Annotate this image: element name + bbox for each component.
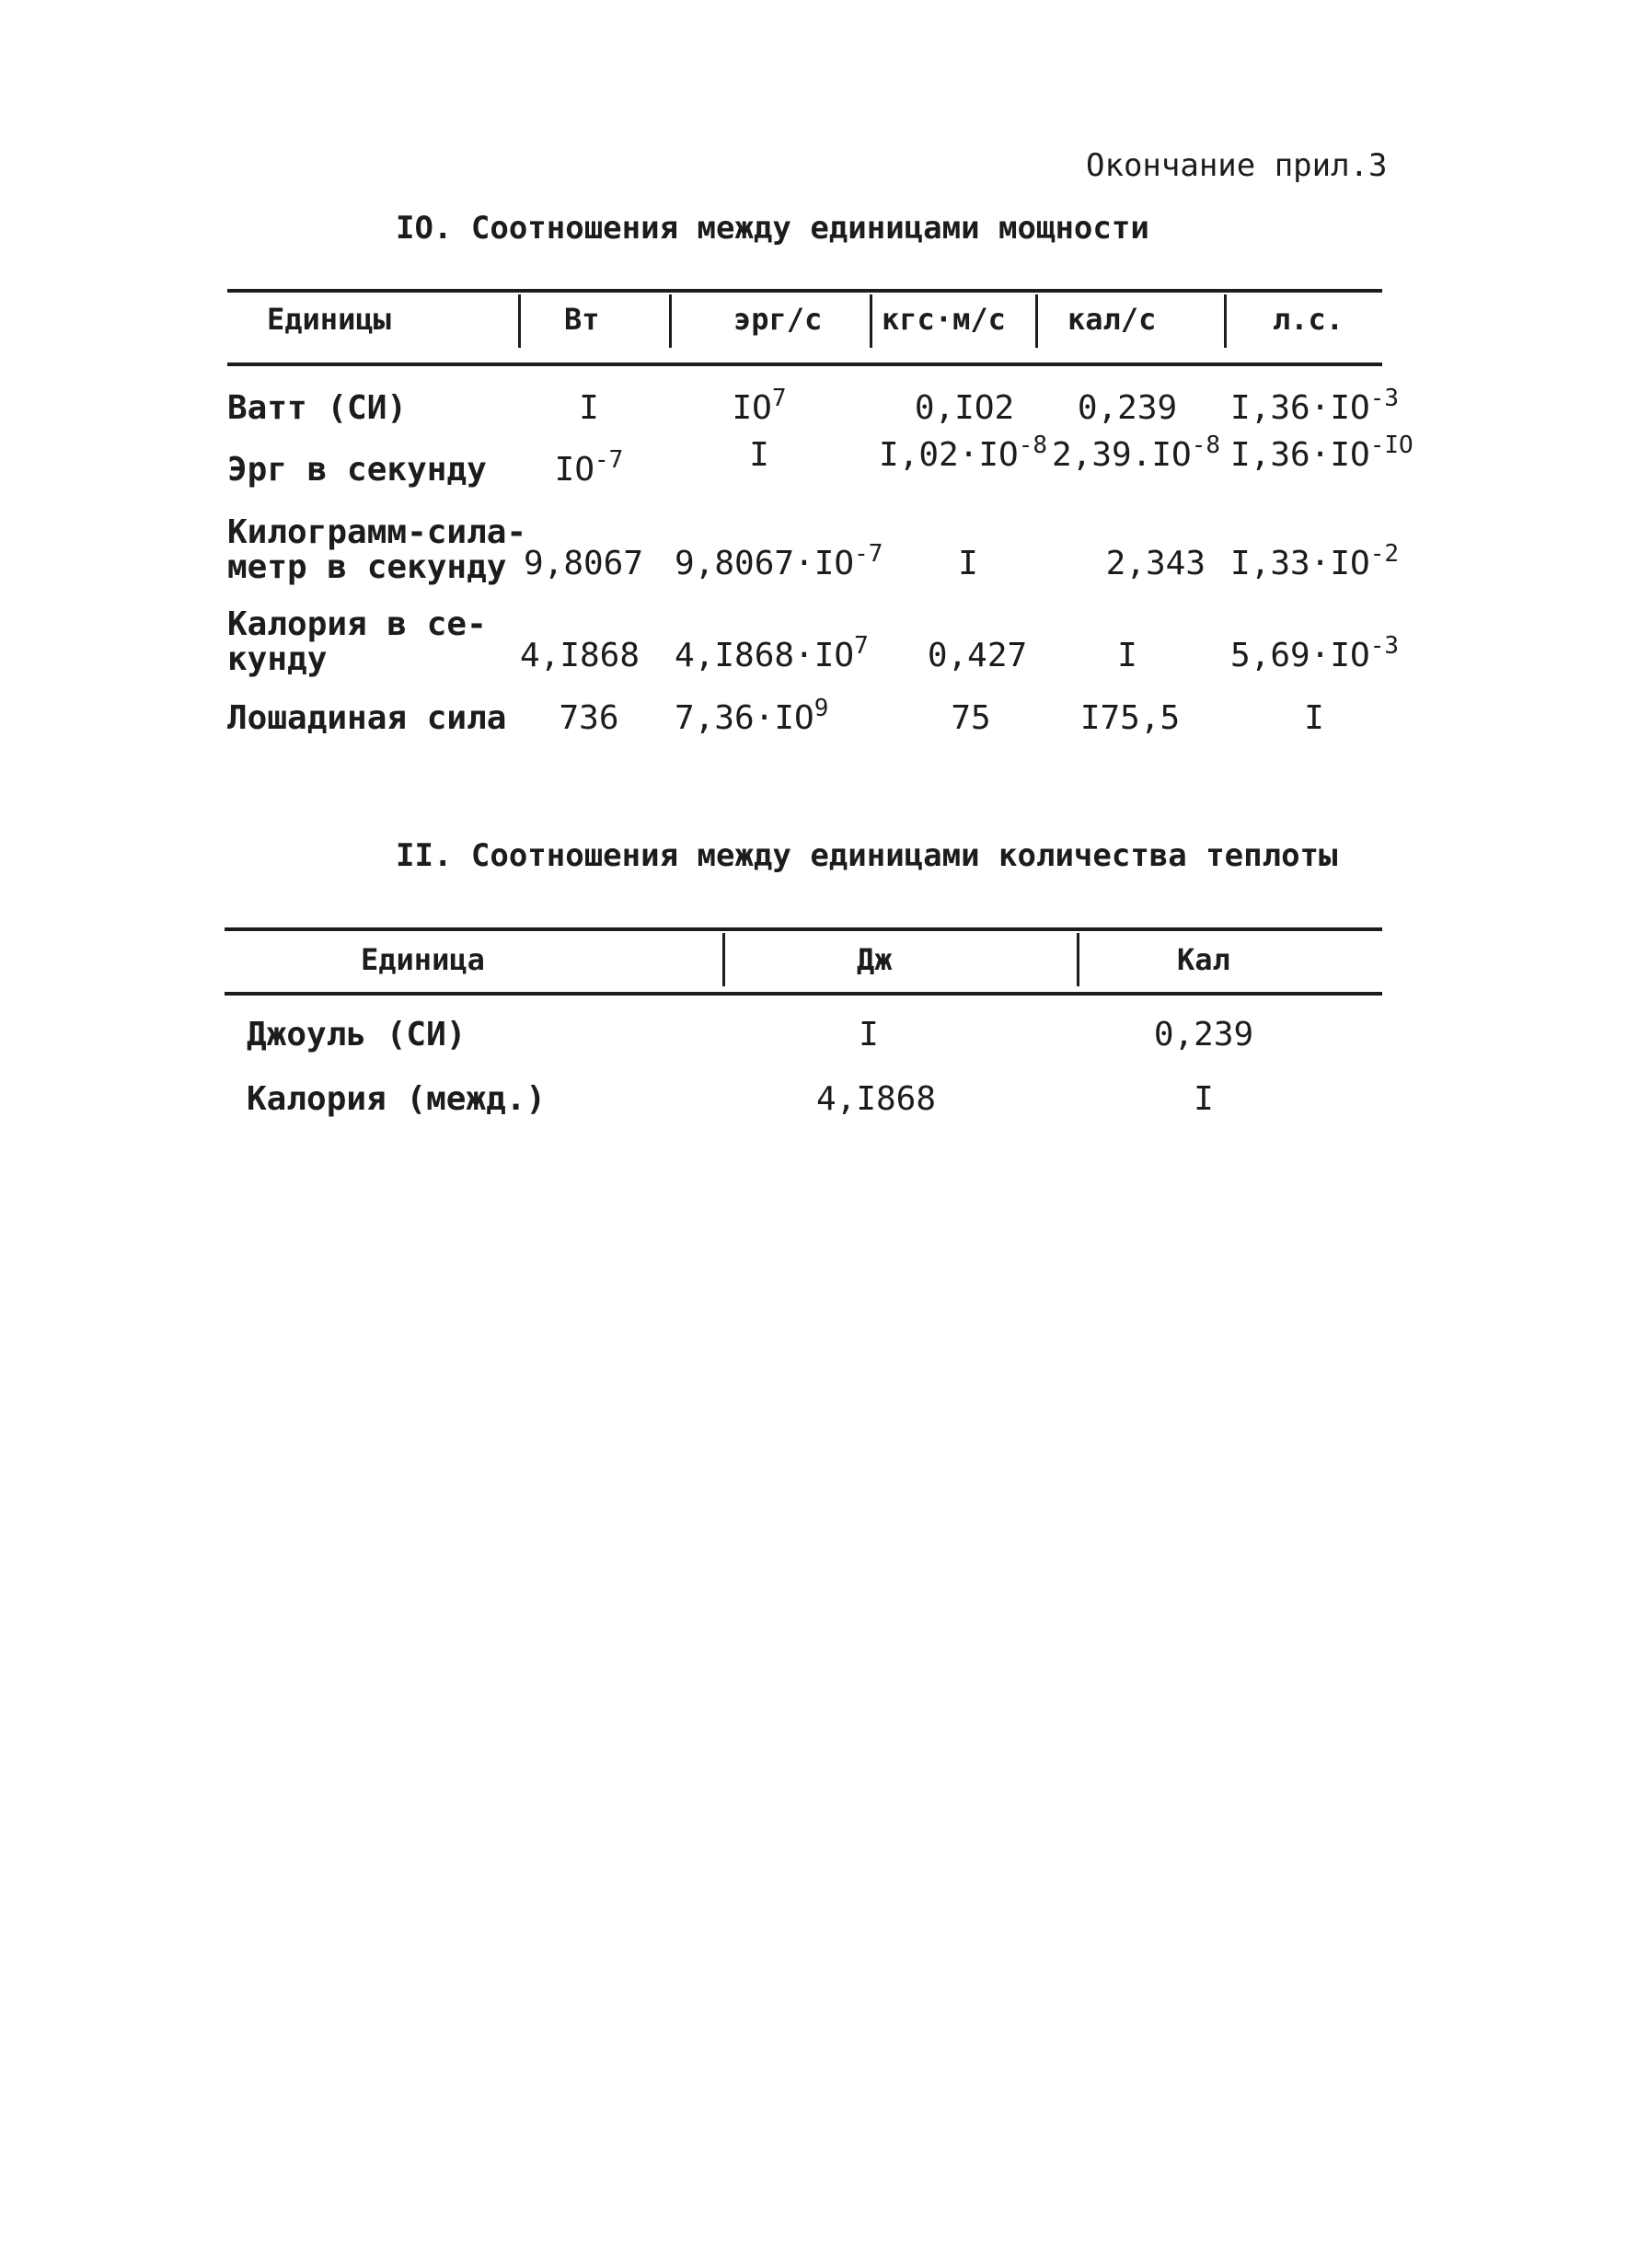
cell-watt: $IO^{-7}$ bbox=[554, 446, 624, 489]
table10-column-separator bbox=[1224, 294, 1227, 348]
cell-cal-per-s: I75,5 bbox=[1079, 699, 1181, 737]
cell-watt: I bbox=[579, 389, 599, 427]
table10-header-units: Единицы bbox=[267, 302, 391, 337]
table11-top-rule bbox=[225, 927, 1382, 931]
cell-hp: $I,33\cdot IO^{-2}$ bbox=[1230, 540, 1400, 582]
cell-erg-per-s: $4,I868\cdot IO^7$ bbox=[675, 632, 869, 674]
cell-watt: 9,8067 bbox=[523, 545, 644, 582]
table11-title: II. Соотношения между единицами количества теплоты bbox=[396, 837, 1338, 874]
row-label-line: метр в секунду bbox=[227, 548, 507, 586]
table10-header-kgf-m-per-s: кгс·м/с bbox=[882, 302, 1006, 337]
table10-column-separator bbox=[669, 294, 672, 348]
cell-kgf-m-per-s: 75 bbox=[951, 699, 991, 737]
row-label: Калория (межд.) bbox=[247, 1080, 547, 1118]
cell-kgf-m-per-s: 0,IO2 bbox=[914, 389, 1015, 427]
cell-calorie: I bbox=[1194, 1080, 1214, 1118]
cell-erg-per-s: $7,36\cdot IO^9$ bbox=[675, 695, 829, 737]
table11-header-rule bbox=[225, 992, 1382, 996]
table10-header-erg-per-s: эрг/с bbox=[733, 302, 823, 337]
cell-calorie: 0,239 bbox=[1153, 1016, 1254, 1053]
cell-hp: $5,69\cdot IO^{-3}$ bbox=[1230, 632, 1400, 674]
cell-watt: 4,I868 bbox=[519, 637, 640, 674]
row-label-line: Килограмм-сила- bbox=[227, 513, 527, 551]
cell-joule: 4,I868 bbox=[815, 1080, 937, 1118]
cell-erg-per-s: $9,8067\cdot IO^{-7}$ bbox=[675, 540, 883, 582]
table10-header-cal-per-s: кал/с bbox=[1067, 302, 1157, 337]
cell-cal-per-s: $2,39.IO^{-8}$ bbox=[1052, 432, 1221, 474]
table10-header-rule bbox=[227, 363, 1382, 366]
row-label: Эрг в секунду bbox=[227, 451, 487, 489]
cell-cal-per-s: 0,239 bbox=[1077, 389, 1178, 427]
row-label-line: кунду bbox=[227, 640, 328, 678]
cell-erg-per-s: $IO^7$ bbox=[732, 385, 787, 427]
row-label: Ватт (СИ) bbox=[227, 389, 408, 427]
table10-column-separator bbox=[518, 294, 521, 348]
row-label: Лошадиная сила bbox=[227, 699, 507, 737]
table11-header-joule: Дж bbox=[857, 942, 893, 977]
row-label bbox=[227, 607, 487, 677]
cell-kgf-m-per-s: I bbox=[958, 545, 978, 582]
cell-kgf-m-per-s: 0,427 bbox=[927, 637, 1028, 674]
row-label-line: Калория в се- bbox=[227, 605, 487, 643]
row-label bbox=[227, 515, 526, 585]
table10-title: IO. Соотношения между единицами мощности bbox=[396, 210, 1149, 247]
table10-top-rule bbox=[227, 289, 1382, 293]
cell-hp: $I,36\cdot IO^{-3}$ bbox=[1230, 385, 1400, 427]
table10-column-separator bbox=[1035, 294, 1038, 348]
table10-column-separator bbox=[870, 294, 872, 348]
cell-erg-per-s: I bbox=[749, 436, 769, 474]
table10-header-hp: л.с. bbox=[1273, 302, 1344, 337]
cell-joule: I bbox=[859, 1016, 879, 1053]
cell-kgf-m-per-s: $I,02\cdot IO^{-8}$ bbox=[879, 432, 1048, 474]
cell-cal-per-s: 2,343 bbox=[1105, 545, 1206, 582]
cell-hp: I bbox=[1304, 699, 1324, 737]
table11-column-separator bbox=[1077, 933, 1079, 986]
cell-watt: 736 bbox=[559, 699, 619, 737]
table11-header-calorie: Кал bbox=[1177, 942, 1230, 977]
cell-cal-per-s: I bbox=[1117, 637, 1137, 674]
row-label: Джоуль (СИ) bbox=[247, 1016, 467, 1053]
table10-header-watt: Вт bbox=[564, 302, 600, 337]
table11-column-separator bbox=[722, 933, 725, 986]
table11-header-unit: Единица bbox=[361, 942, 485, 977]
continuation-label: Окончание прил.3 bbox=[1086, 147, 1388, 184]
cell-hp: $I,36\cdot IO^{-IO}$ bbox=[1230, 432, 1414, 474]
